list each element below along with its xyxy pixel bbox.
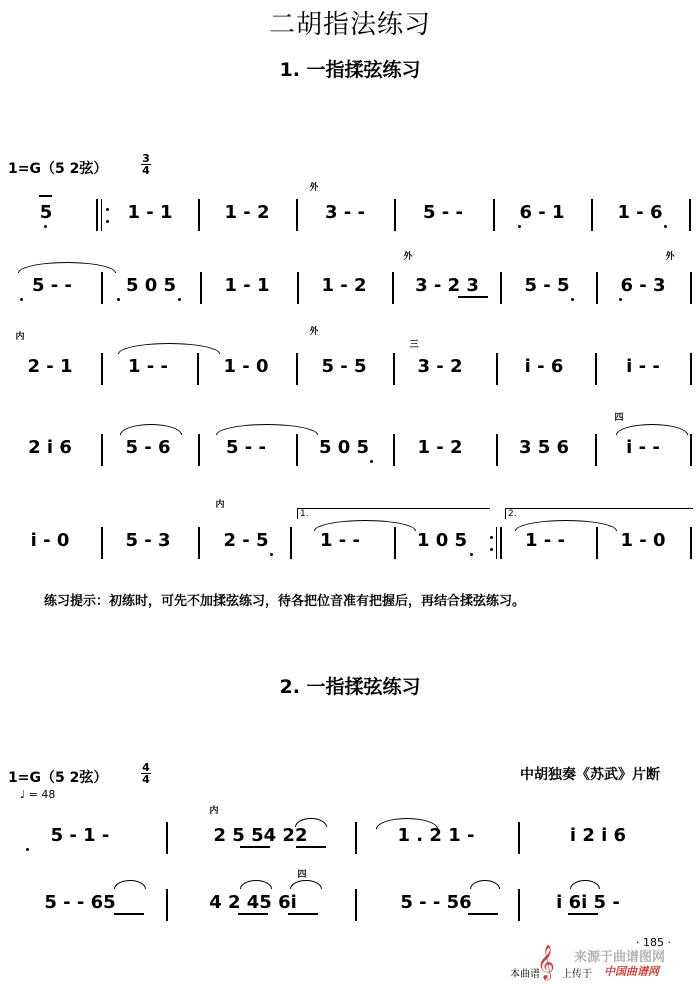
watermark-mid: 上传于 (562, 969, 592, 980)
barline (355, 889, 357, 921)
ex1-r4-m5: 1 - 2 (417, 437, 463, 458)
low-octave-dot (20, 298, 23, 301)
ex1-r2-m4: 1 - 2 (321, 275, 367, 296)
low-octave-dot (26, 848, 29, 851)
barline (198, 199, 200, 231)
repeat-start-bar-thin (101, 199, 102, 231)
ex1-r4-m1: 2 i 6 (28, 437, 72, 458)
exercise1-heading: 1. 一指揉弦练习 (279, 59, 421, 81)
low-octave-dot (370, 460, 373, 463)
barline (166, 822, 168, 854)
barline (689, 199, 691, 231)
finger-outer: 外 (403, 252, 413, 262)
ex2-meter-top: 4 (142, 761, 150, 774)
barline (393, 353, 395, 385)
barline (198, 434, 200, 466)
eighth-underline (238, 913, 268, 915)
ex2-key-signature: 1=G（5 2弦） (8, 770, 108, 786)
ex2-r2-m1: 5 - - 65 (44, 892, 116, 913)
slur (118, 343, 220, 354)
source-note: 中胡独奏《苏武》片断 (520, 767, 660, 783)
ex2-r2-m3: 5 - - 56 (400, 892, 472, 913)
barline (296, 199, 298, 231)
eighth-underline (288, 913, 318, 915)
finger-inner: 内 (215, 500, 225, 510)
exercise2-heading: 2. 一指揉弦练习 (279, 676, 421, 698)
repeat-dot (106, 220, 109, 223)
barline (595, 353, 597, 385)
slur (290, 880, 322, 889)
low-octave-dot (470, 553, 473, 556)
ex1-r5-m3: 2 - 5 (223, 530, 269, 551)
slur (470, 880, 500, 889)
ex2-r1-m3: 1 . 2 1 - (397, 825, 475, 846)
low-octave-dot (117, 298, 120, 301)
barline (101, 272, 103, 304)
ex2-r1-m1: 5 - 1 - (50, 825, 110, 846)
barline (355, 822, 357, 854)
finger-inner: 内 (209, 806, 219, 816)
barline (392, 272, 394, 304)
eighth-underline (240, 846, 270, 848)
barline (690, 272, 692, 304)
ex1-key-signature: 1=G（5 2弦） (8, 161, 108, 177)
barline (198, 527, 200, 559)
ex1-r1-m2: 1 - 1 (127, 202, 173, 223)
ex1-r1-m6: 6 - 1 (519, 202, 565, 223)
ex2-time-signature (141, 762, 151, 785)
ex1-r2-m7: 6 - 3 (620, 275, 666, 296)
finger-three: 三 (409, 340, 419, 350)
bow-mark (39, 195, 52, 197)
barline (690, 434, 692, 466)
barline (596, 527, 598, 559)
ex1-r3-m3: 1 - 0 (223, 356, 269, 377)
barline (690, 527, 692, 559)
barline (518, 889, 520, 921)
low-octave-dot (571, 298, 574, 301)
ex2-r2-m4: i 6i 5 - (556, 892, 620, 913)
barline (496, 353, 498, 385)
repeat-end-bar-thin (496, 527, 497, 559)
barline (200, 272, 202, 304)
ex2-r1-m4: i 2 i 6 (569, 825, 627, 846)
eighth-underline (296, 846, 326, 848)
ex1-r3-m5: 3 - 2 (417, 356, 463, 377)
ex1-r2-m6: 5 - 5 (524, 275, 570, 296)
repeat-dot (490, 536, 493, 539)
finger-four: 四 (614, 413, 624, 423)
ex1-r3-m2: 1 - - (128, 356, 168, 377)
watermark-brand: 中国曲谱网 (604, 965, 659, 978)
barline (591, 199, 593, 231)
slur (240, 880, 272, 889)
repeat-end-bar (500, 527, 502, 559)
barline (101, 527, 103, 559)
ex1-r4-m2: 5 - 6 (125, 437, 171, 458)
eighth-underline (568, 913, 598, 915)
tempo-marking (20, 788, 55, 801)
quarter-note-icon: ♩ (20, 788, 26, 801)
barline (290, 527, 292, 559)
ex1-r2-m1: 5 - - (32, 275, 72, 296)
watermark-source: 来源于曲谱图网 (574, 950, 666, 965)
barline (394, 527, 396, 559)
ex1-r5-m2: 5 - 3 (125, 530, 171, 551)
barline (393, 434, 395, 466)
low-octave-dot (178, 298, 181, 301)
barline (101, 434, 103, 466)
volta-1: 1. (297, 508, 490, 519)
barline (296, 353, 298, 385)
ex2-r2-m2: 4 2 45 6i (209, 892, 297, 913)
barline (595, 434, 597, 466)
ex1-r3-m7: i - - (626, 356, 660, 377)
ex1-r1-m3: 1 - 2 (224, 202, 270, 223)
ex1-time-signature (141, 153, 151, 176)
barline (166, 889, 168, 921)
ex1-r1-m4: 3 - - (325, 202, 365, 223)
ex1-r3-m6: i - 6 (524, 356, 564, 377)
treble-clef-logo-icon: 𝄞 (537, 945, 555, 980)
ex1-r4-m6: 3 5 6 (518, 437, 570, 458)
ex1-r4-m7: i - - (626, 437, 660, 458)
tempo-value: = 48 (28, 788, 56, 801)
barline (394, 199, 396, 231)
ex1-r5-m7: 1 - 0 (620, 530, 666, 551)
barline (297, 272, 299, 304)
ex1-r3-m1: 2 - 1 (27, 356, 73, 377)
barline (518, 822, 520, 854)
ex1-r4-m3: 5 - - (226, 437, 266, 458)
ex1-r1-m5: 5 - - (423, 202, 463, 223)
eighth-underline (468, 913, 498, 915)
ex1-r5-m4: 1 - - (320, 530, 360, 551)
finger-four: 四 (297, 870, 307, 880)
slur (120, 424, 182, 435)
eighth-underline (458, 296, 488, 298)
slur (114, 880, 146, 889)
ex1-r5-m5: 1 0 5 (416, 530, 468, 551)
ex1-r4-m4: 5 0 5 (318, 437, 370, 458)
ex1-meter-top: 3 (142, 152, 150, 165)
low-octave-dot (518, 225, 521, 228)
watermark-left: 本曲谱 (510, 969, 540, 980)
barline (596, 272, 598, 304)
low-octave-dot (664, 225, 667, 228)
barline (496, 434, 498, 466)
ex1-r2-m2: 5 0 5 (125, 275, 177, 296)
barline (493, 199, 495, 231)
barline (500, 272, 502, 304)
ex1-r2-m5: 3 - 2 3 (415, 275, 479, 296)
ex1-meter-bottom: 4 (142, 164, 150, 177)
repeat-dot (490, 548, 493, 551)
slur (216, 424, 318, 435)
page-number: · 185 · (636, 936, 671, 949)
barline (101, 353, 103, 385)
practice-tip: 练习提示：初练时，可先不加揉弦练习，待各把位音准有把握后，再结合揉弦练习。 (44, 594, 526, 609)
page-title: 二胡指法练习 (268, 10, 431, 40)
barline (197, 353, 199, 385)
volta-2: 2. (505, 508, 693, 519)
barline (690, 353, 692, 385)
ex1-r1-m7: 1 - 6 (617, 202, 663, 223)
repeat-start-bar (96, 199, 98, 231)
low-octave-dot (619, 298, 622, 301)
eighth-underline (114, 913, 144, 915)
ex1-r2-m3: 1 - 1 (224, 275, 270, 296)
low-octave-dot (270, 553, 273, 556)
finger-outer: 外 (309, 183, 319, 193)
finger-inner: 内 (15, 332, 25, 342)
repeat-dot (106, 208, 109, 211)
slur (616, 424, 688, 435)
finger-outer: 外 (309, 327, 319, 337)
ex2-meter-bottom: 4 (142, 773, 150, 786)
barline (296, 434, 298, 466)
ex1-r1-m1: 5 (39, 202, 53, 223)
ex1-r5-m1: i - 0 (30, 530, 70, 551)
ex1-r3-m4: 5 - 5 (321, 356, 367, 377)
finger-outer: 外 (665, 252, 675, 262)
ex2-r1-m2: 2 5 54 22 (213, 825, 308, 846)
slur (570, 880, 600, 889)
ex1-r5-m6: 1 - - (525, 530, 565, 551)
low-octave-dot (44, 225, 47, 228)
